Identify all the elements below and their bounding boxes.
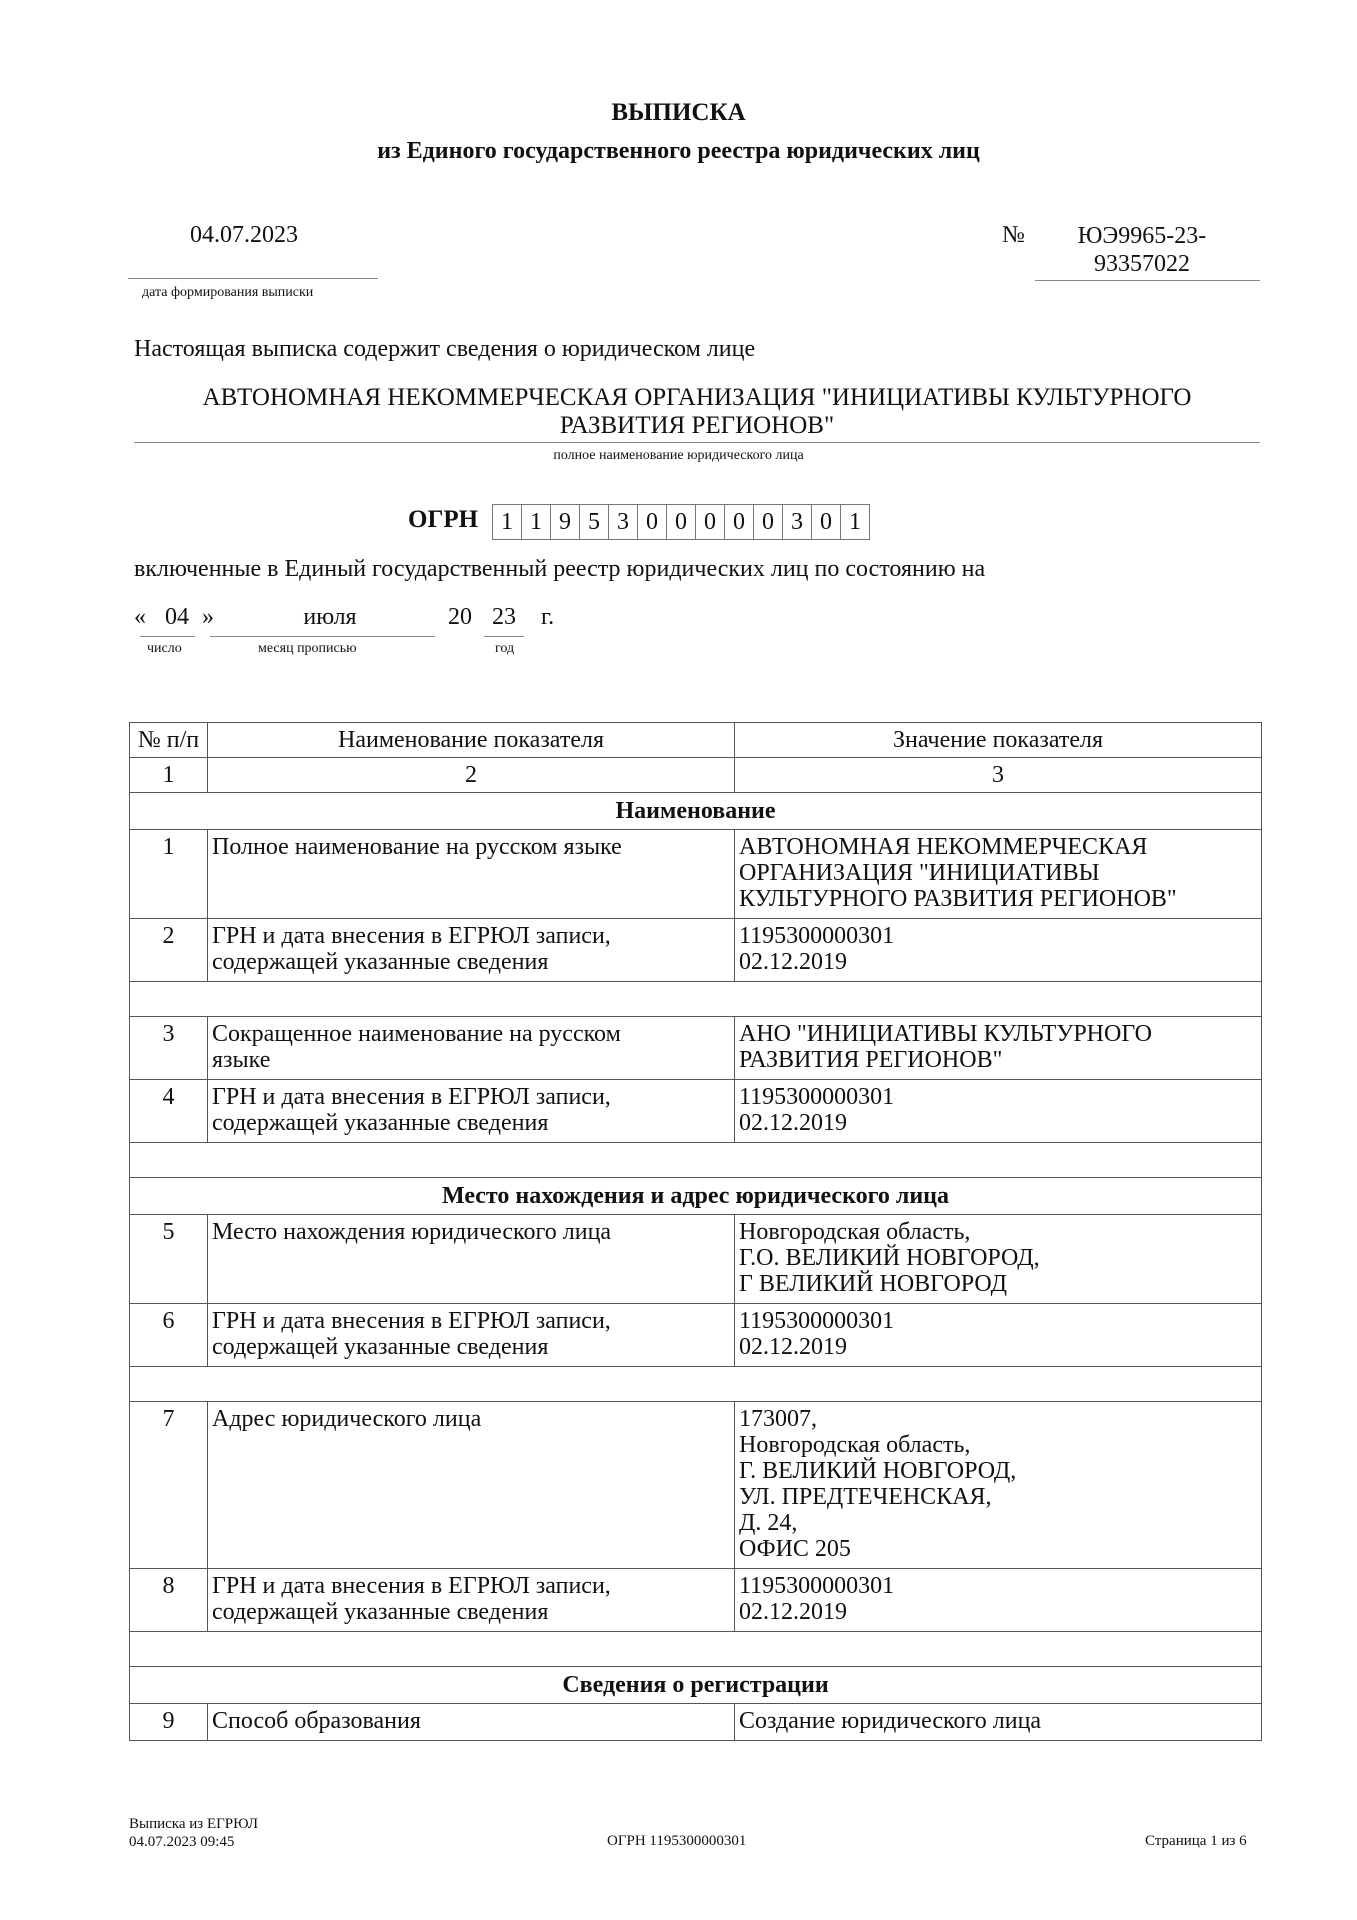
ogrn-digit-box: 0 — [811, 504, 841, 540]
ogrn-digit-box: 0 — [666, 504, 696, 540]
row-number: 2 — [130, 919, 208, 982]
table-row — [130, 1017, 1262, 1080]
org-name-line1: АВТОНОМНАЯ НЕКОММЕРЧЕСКАЯ ОРГАНИЗАЦИЯ "ИНИЦИАТИВЫ КУЛЬТУРНОГО — [202, 384, 1192, 411]
spacer-cell — [130, 982, 1262, 1017]
section-title-name: Наименование — [130, 793, 1262, 830]
row-indicator: ГРН и дата внесения в ЕГРЮЛ записи, содержащей указанные сведения — [208, 1080, 735, 1143]
footer-ogrn: ОГРН 1195300000301 — [607, 1833, 747, 1849]
column-number-3: 3 — [735, 758, 1262, 793]
ogrn-digit-box: 9 — [550, 504, 580, 540]
year-underline — [484, 636, 524, 637]
header-cell-indicator: Наименование показателя — [208, 723, 735, 758]
column-number-row — [130, 758, 1262, 793]
extract-number — [1072, 222, 1212, 278]
spacer-row — [130, 1143, 1262, 1178]
row-number: 8 — [130, 1569, 208, 1632]
date-close-quote: » — [202, 604, 214, 630]
spacer-row — [130, 1632, 1262, 1667]
date-underline — [128, 278, 378, 279]
table-row — [130, 1080, 1262, 1143]
state-date-month: июля — [303, 604, 357, 630]
number-sign: № — [1002, 222, 1025, 248]
row-value: 1195300000301 02.12.2019 — [735, 1304, 1262, 1367]
row-value: 1195300000301 02.12.2019 — [735, 1569, 1262, 1632]
intro-text: Настоящая выписка содержит сведения о юридическом лице — [134, 336, 756, 362]
table-header-row — [130, 723, 1262, 758]
row-indicator: Сокращенное наименование на русском языке — [208, 1017, 735, 1080]
row-value: АВТОНОМНАЯ НЕКОММЕРЧЕСКАЯ ОРГАНИЗАЦИЯ "ИНИЦИАТИВЫ КУЛЬТУРНОГО РАЗВИТИЯ РЕГИОНОВ" — [735, 830, 1262, 919]
ogrn-digit-box: 1 — [521, 504, 551, 540]
org-name-underline — [134, 442, 1260, 443]
section-title-address: Место нахождения и адрес юридического лица — [130, 1178, 1262, 1215]
row-number: 5 — [130, 1215, 208, 1304]
spacer-cell — [130, 1367, 1262, 1402]
row-indicator: ГРН и дата внесения в ЕГРЮЛ записи, содержащей указанные сведения — [208, 1569, 735, 1632]
state-date-year: 23 — [492, 604, 516, 630]
month-caption: месяц прописью — [258, 641, 357, 656]
row-indicator: ГРН и дата внесения в ЕГРЮЛ записи, содержащей указанные сведения — [208, 919, 735, 982]
column-number-1: 1 — [130, 758, 208, 793]
table-row — [130, 830, 1262, 919]
row-number: 4 — [130, 1080, 208, 1143]
org-name-caption: полное наименование юридического лица — [553, 448, 804, 463]
state-date-century: 20 — [448, 604, 472, 630]
header-cell-number: № п/п — [130, 723, 208, 758]
extract-date-caption: дата формирования выписки — [142, 285, 314, 300]
extract-number-line2: 93357022 — [1094, 251, 1190, 277]
section-row — [130, 793, 1262, 830]
row-indicator: Адрес юридического лица — [208, 1402, 735, 1569]
ogrn-digit-box: 0 — [695, 504, 725, 540]
year-caption: год — [495, 641, 515, 656]
ogrn-label: ОГРН — [408, 506, 479, 533]
section-row — [130, 1178, 1262, 1215]
table-row — [130, 919, 1262, 982]
ogrn-digit-box: 3 — [782, 504, 812, 540]
row-value: Новгородская область, Г.О. ВЕЛИКИЙ НОВГОРОД, Г ВЕЛИКИЙ НОВГОРОД — [735, 1215, 1262, 1304]
footer-timestamp: 04.07.2023 09:45 — [129, 1834, 235, 1850]
ogrn-digit-box: 5 — [579, 504, 609, 540]
extract-date: 04.07.2023 — [190, 222, 298, 248]
footer-page-number: Страница 1 из 6 — [1145, 1833, 1247, 1849]
row-value: 1195300000301 02.12.2019 — [735, 1080, 1262, 1143]
egrul-table — [129, 722, 1262, 1741]
table-row — [130, 1402, 1262, 1569]
row-value: 173007, Новгородская область, Г. ВЕЛИКИЙ НОВГОРОД, УЛ. ПРЕДТЕЧЕНСКАЯ, Д. 24, ОФИС 205 — [735, 1402, 1262, 1569]
document-subtitle: из Единого государственного реестра юридических лиц — [377, 138, 980, 164]
org-full-name — [134, 384, 1260, 440]
row-number: 3 — [130, 1017, 208, 1080]
row-indicator: Место нахождения юридического лица — [208, 1215, 735, 1304]
table-row — [130, 1304, 1262, 1367]
row-value: 1195300000301 02.12.2019 — [735, 919, 1262, 982]
extract-number-line1: ЮЭ9965-23- — [1077, 223, 1207, 249]
ogrn-digit-boxes — [493, 504, 870, 540]
ogrn-digit-box: 1 — [840, 504, 870, 540]
row-value: АНО "ИНИЦИАТИВЫ КУЛЬТУРНОГО РАЗВИТИЯ РЕГИОНОВ" — [735, 1017, 1262, 1080]
section-row — [130, 1667, 1262, 1704]
section-title-registration: Сведения о регистрации — [130, 1667, 1262, 1704]
state-date-day: 04 — [165, 604, 189, 630]
row-number: 1 — [130, 830, 208, 919]
ogrn-digit-box: 0 — [724, 504, 754, 540]
date-open-quote: « — [134, 604, 146, 630]
included-text: включенные в Единый государственный реестр юридических лиц по состоянию на — [134, 556, 986, 582]
row-value: Создание юридического лица — [735, 1704, 1262, 1741]
row-number: 7 — [130, 1402, 208, 1569]
table-row — [130, 1704, 1262, 1741]
month-underline — [210, 636, 435, 637]
ogrn-digit-box: 1 — [492, 504, 522, 540]
state-date-year-suffix: г. — [541, 604, 555, 630]
ogrn-digit-box: 3 — [608, 504, 638, 540]
table-row — [130, 1569, 1262, 1632]
row-indicator: ГРН и дата внесения в ЕГРЮЛ записи, содержащей указанные сведения — [208, 1304, 735, 1367]
ogrn-digit-box: 0 — [753, 504, 783, 540]
day-caption: число — [147, 641, 182, 656]
number-underline — [1035, 280, 1260, 281]
header-cell-value: Значение показателя — [735, 723, 1262, 758]
row-indicator: Способ образования — [208, 1704, 735, 1741]
ogrn-digit-box: 0 — [637, 504, 667, 540]
row-number: 9 — [130, 1704, 208, 1741]
row-number: 6 — [130, 1304, 208, 1367]
document-title: ВЫПИСКА — [611, 99, 746, 126]
footer-doc-name: Выписка из ЕГРЮЛ — [129, 1816, 258, 1832]
spacer-row — [130, 1367, 1262, 1402]
org-name-line2: РАЗВИТИЯ РЕГИОНОВ" — [559, 412, 835, 439]
column-number-2: 2 — [208, 758, 735, 793]
spacer-cell — [130, 1143, 1262, 1178]
spacer-cell — [130, 1632, 1262, 1667]
footer-left — [129, 1815, 258, 1851]
row-indicator: Полное наименование на русском языке — [208, 830, 735, 919]
table-row — [130, 1215, 1262, 1304]
spacer-row — [130, 982, 1262, 1017]
day-underline — [140, 636, 195, 637]
